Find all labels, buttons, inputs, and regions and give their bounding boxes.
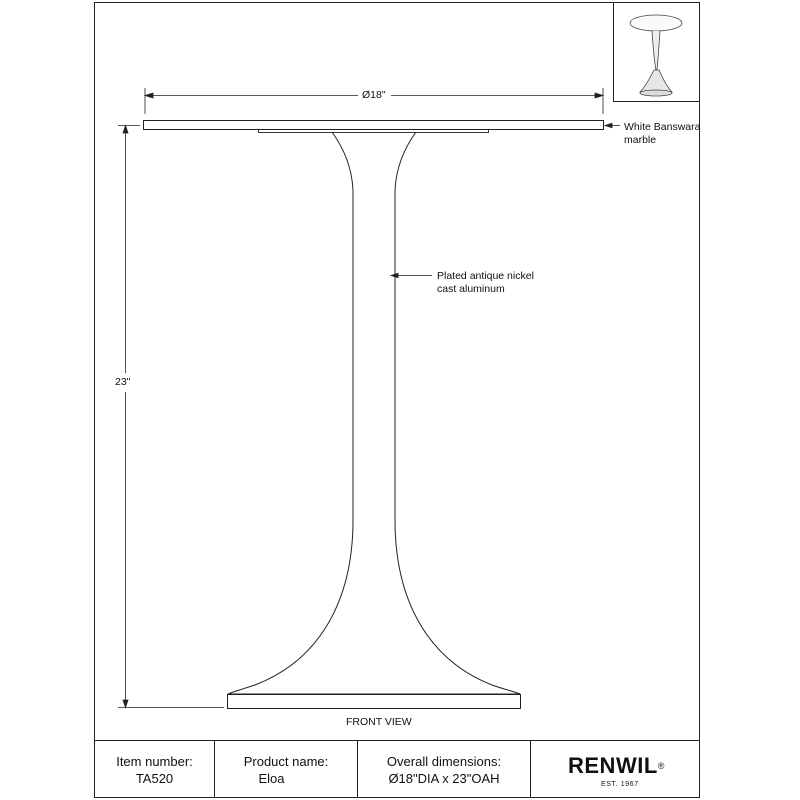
overall-dimensions-label: Overall dimensions: <box>386 754 502 769</box>
brand-tagline: EST. 1967 <box>601 781 639 788</box>
item-number-label: Item number: <box>116 754 193 769</box>
brand-logo <box>568 754 665 778</box>
product-name-value: Eloa <box>258 771 285 786</box>
product-name-label: Product name: <box>243 754 329 769</box>
callout-marble-line1: White Banswara <box>624 121 701 133</box>
registered-mark: ® <box>657 761 665 771</box>
height-dimension <box>118 126 224 708</box>
top-plate <box>259 130 489 133</box>
overall-dimensions-value: Ø18"DIA x 23"OAH <box>388 771 500 786</box>
brand-name: RENWIL <box>568 753 658 778</box>
thumbnail-table-icon <box>630 15 682 96</box>
leader-base <box>391 273 432 277</box>
callout-base-line1: Plated antique nickel <box>437 270 534 282</box>
pedestal <box>228 132 520 694</box>
callout-marble-line2: marble <box>624 134 657 146</box>
callout-base-line2: cast aluminum <box>437 283 505 295</box>
leader-marble <box>605 123 620 127</box>
sheet-border <box>95 3 700 798</box>
dimension-diameter-label: Ø18" <box>362 89 386 101</box>
base-plinth <box>228 695 521 709</box>
dimension-height-label: 23" <box>115 376 131 388</box>
item-number-value: TA520 <box>135 771 174 786</box>
marble-top <box>144 121 604 130</box>
view-label: FRONT VIEW <box>346 716 412 728</box>
